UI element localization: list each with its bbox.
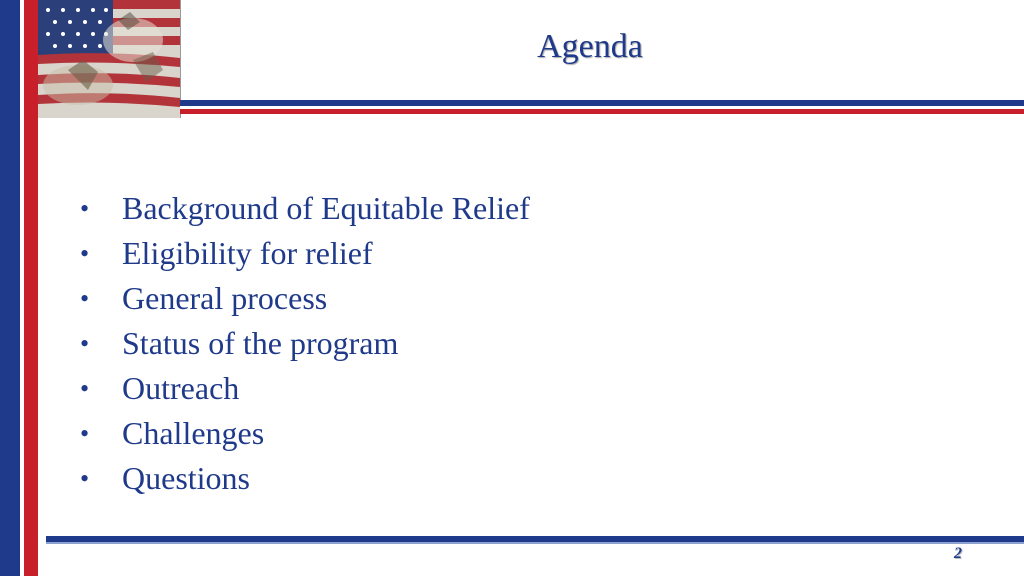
agenda-item-label: General process — [122, 280, 328, 316]
bullet-icon: • — [80, 284, 90, 313]
list-item — [80, 366, 530, 411]
bullet-icon: • — [80, 239, 90, 268]
bullet-icon: • — [80, 194, 90, 223]
list-item — [80, 186, 530, 231]
agenda-item-label: Outreach — [122, 370, 240, 406]
agenda-item-label: Background of Equitable Relief — [122, 190, 530, 226]
agenda-item-label: Questions — [122, 460, 250, 496]
bullet-icon: • — [80, 419, 90, 448]
header-rule-red — [180, 109, 1024, 114]
agenda-item-label: Status of the program — [122, 325, 399, 361]
list-item — [80, 456, 530, 501]
agenda-item-label: Challenges — [122, 415, 265, 451]
list-item — [80, 276, 530, 321]
bullet-icon: • — [80, 329, 90, 358]
list-item — [80, 321, 530, 366]
agenda-list — [80, 186, 530, 501]
agenda-item-label: Eligibility for relief — [122, 235, 373, 271]
page-number: 2 — [954, 545, 962, 562]
left-blue-stripe — [0, 0, 20, 576]
slide-title: Agenda — [537, 28, 643, 65]
left-red-stripe — [24, 0, 38, 576]
bullet-icon: • — [80, 464, 90, 493]
footer-rule-light — [46, 542, 1024, 544]
list-item — [80, 411, 530, 456]
bullet-icon: • — [80, 374, 90, 403]
list-item — [80, 231, 530, 276]
flag-eagle-logo-icon — [38, 0, 181, 118]
